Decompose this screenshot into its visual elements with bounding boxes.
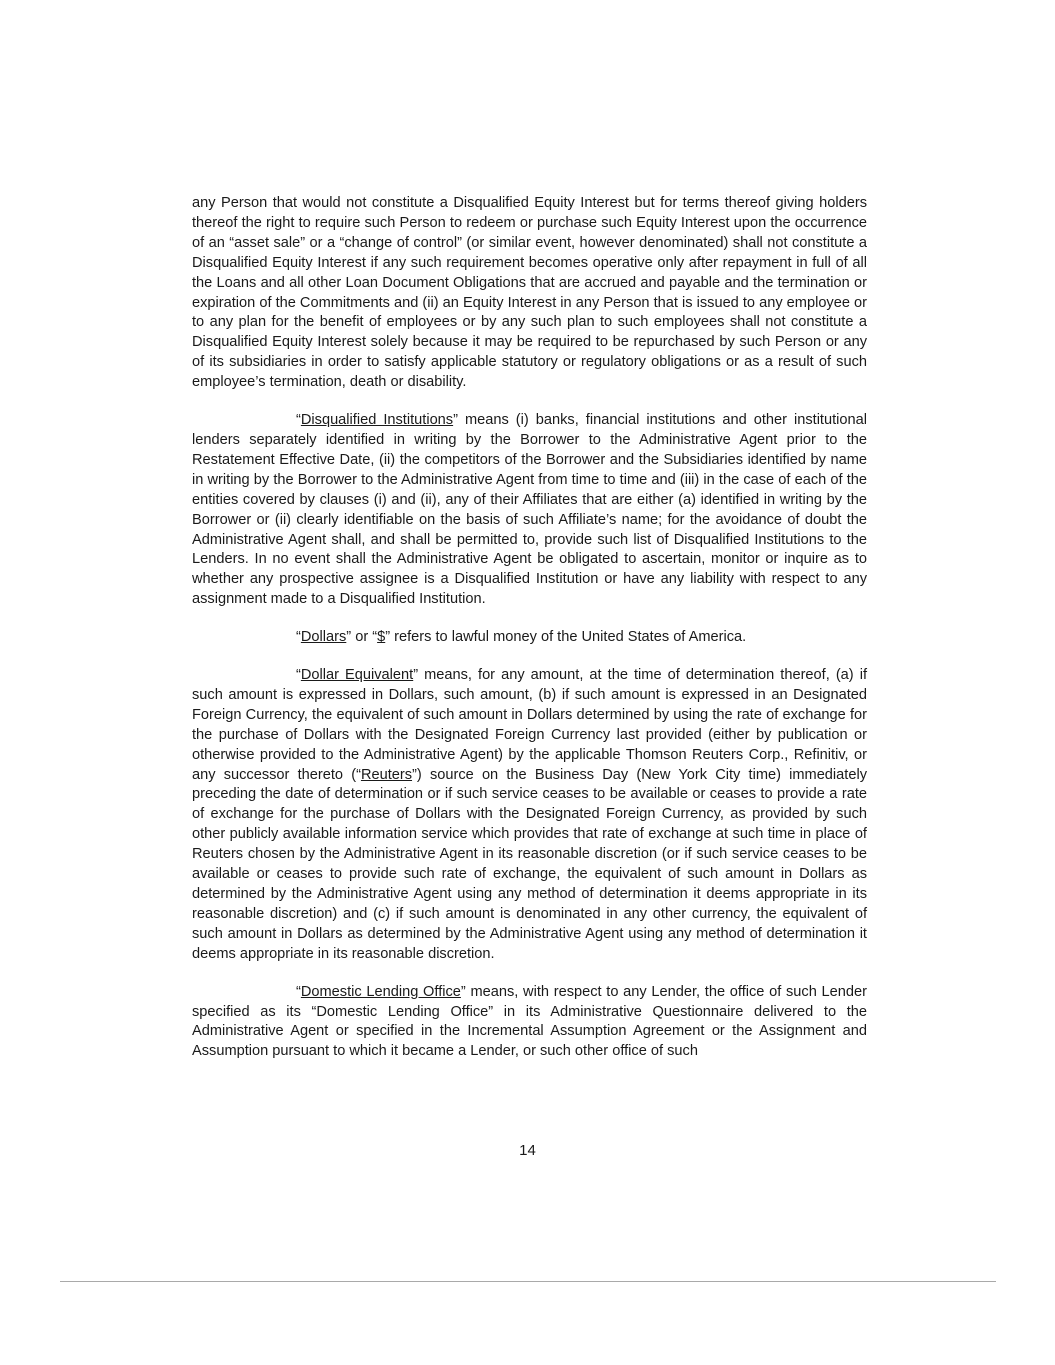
open-quote: “ [296, 983, 301, 1000]
paragraph-text: any Person that would not constitute a Disqualified Equity Interest but for terms thereof giving holders thereof the right to require such Person to redeem or purchase such Equity Interest upon the occurrence of an “asset sale” or a “change of control” (or similar event, however denominated) shall not constitute a Disqualified Equity Interest if any such requirement becomes operative only after repayment in full of all the Loans and all other Loan Document Obligations that are accrued and payable and the termination or expiration of the Commitments and (ii) an Equity Interest in any Person that is issued to any employee or to any plan for the benefit of employees or by any such plan to such employees shall not constitute a Disqualified Equity Interest solely because it may be required to be repurchased by such Person or any of its subsidiaries in order to satisfy applicable statutory or regulatory obligations or as a result of such employee’s termination, death or disability. [192, 195, 867, 391]
defined-term: Domestic Lending Office [300, 983, 461, 1000]
definition-disqualified-institutions [192, 411, 867, 610]
document-body [192, 194, 867, 1080]
open-quote: “ [296, 412, 301, 429]
open-quote: “ [296, 629, 301, 646]
definition-text: ”) source on the Business Day (New York City time) immediately preceding the date of determination or if such service ceases to be available or ceases to provide a rate of exchange for the purchase of Dollars with the Designated Foreign Currency, as provided by such other publicly available information service which provides that rate of exchange at such time in place of Reuters chosen by the Administrative Agent in its reasonable discretion (or if such service ceases to be available or ceases to provide such rate of exchange, the equivalent of such amount in Dollars as determined by the Administrative Agent using any method of determination it deems appropriate in its reasonable discretion) and (c) if such amount is denominated in any other currency, the equivalent of such amount in Dollars as determined by the Administrative Agent using any method of determination it deems appropriate in its reasonable discretion. [192, 766, 867, 962]
defined-term: Dollar Equivalent [300, 667, 414, 684]
definition-text: ” means, with respect to any Lender, the office of such Lender specified as its “Domestic Lending Office” in its Administrative Questionnaire delivered to the Administrative Agent or specified in the Incremental Assumption Agreement or the Assignment and Assumption pursuant to which it became a Lender, or such other office of such [192, 983, 867, 1060]
paragraph-continued [192, 194, 867, 393]
definition-text: ” refers to lawful money of the United States of America. [385, 629, 747, 646]
defined-term: Disqualified Institutions [300, 412, 454, 429]
defined-term: $ [377, 629, 386, 646]
page-divider [60, 1281, 996, 1282]
defined-term: Reuters [360, 766, 413, 783]
definition-domestic-lending-office [192, 983, 867, 1063]
definition-dollar-equivalent [192, 666, 867, 965]
open-quote: “ [296, 667, 301, 684]
definition-text: ” means, for any amount, at the time of determination thereof, (a) if such amount is expressed in Dollars, such amount, (b) if such amount is expressed in an Designated Foreign Currency, the equivalent of such amount in Dollars determined by using the rate of exchange for the purchase of Dollars with the Designated Foreign Currency last provided (either by publication or otherwise provided to the Administrative Agent) by the applicable Thomson Reuters Corp., Refinitiv, or any successor thereto (“ [192, 667, 867, 783]
quote-separator: ” or “ [346, 629, 378, 646]
defined-term: Dollars [300, 629, 347, 646]
page-number: 14 [519, 1142, 536, 1159]
definition-dollars [192, 628, 867, 648]
definition-text: ” means (i) banks, financial institutions and other institutional lenders separately identified in writing by the Borrower to the Administrative Agent prior to the Restatement Effective Date, (ii) the competitors of the Borrower and the Subsidiaries identified by name in writing by the Borrower to the Administrative Agent from time to time and (iii) in the case of each of the entities covered by clauses (i) and (ii), any of their Affiliates that are either (a) identified in writing by the Borrower or (ii) clearly identifiable on the basis of such Affiliate’s name; for the avoidance of doubt the Administrative Agent shall, and shall be permitted to, provide such list of Disqualified Institutions to the Lenders. In no event shall the Administrative Agent be obligated to ascertain, monitor or inquire as to whether any prospective assignee is a Disqualified Institution or have any liability with respect to any assignment made to a Disqualified Institution. [192, 412, 867, 608]
